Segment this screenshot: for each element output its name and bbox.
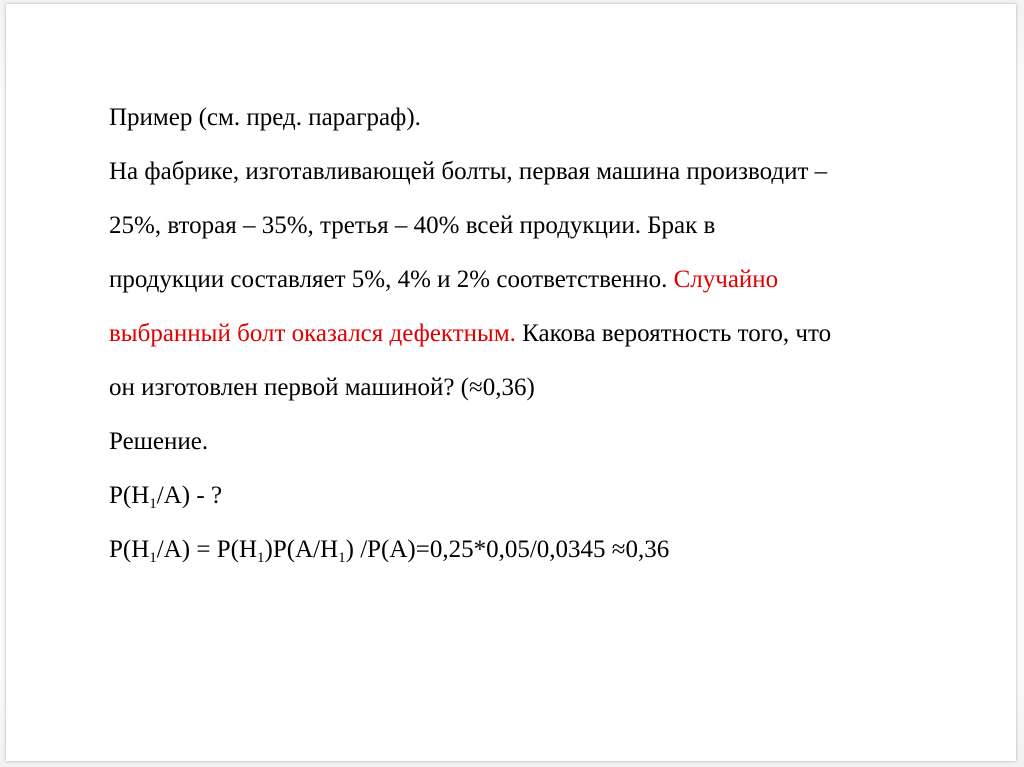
highlighted-condition-part-2: выбранный болт оказался дефектным. (109, 320, 516, 347)
problem-line-3-text: продукции составляет 5%, 4% и 2% соответственно. (109, 266, 674, 293)
formula-solution-subscript: 1 (338, 550, 346, 566)
problem-line-1-text: На фабрике, изготавливающей болты, первая машина производит – (109, 158, 828, 185)
problem-line-3 (109, 263, 909, 317)
slide-text-body (109, 101, 909, 587)
problem-line-5-text: он изготовлен первой машиной? (≈0,36) (109, 374, 535, 401)
formula-solution (109, 533, 909, 587)
solution-heading (109, 425, 909, 479)
formula-solution-part: /A) = P(H (156, 536, 258, 563)
formula-question-subscript: 1 (149, 496, 157, 512)
highlighted-condition-part-1: Случайно (673, 266, 779, 293)
solution-heading-text: Решение. (109, 428, 209, 455)
problem-line-2-text: 25%, вторая – 35%, третья – 40% всей продукции. Брак в (109, 212, 716, 239)
formula-solution-part: ) /P(A)=0,25*0,05/0,0345 ≈0,36 (345, 536, 670, 563)
formula-solution-subscript: 1 (257, 550, 265, 566)
formula-question (109, 479, 909, 533)
problem-line-2 (109, 209, 909, 263)
formula-solution-part: )P(A/H (264, 536, 339, 563)
problem-line-4-text: Какова вероятность того, что (515, 320, 832, 347)
formula-solution-subscript: 1 (149, 550, 157, 566)
problem-line-4 (109, 317, 909, 371)
problem-line-1 (109, 155, 909, 209)
formula-question-part: P(H (109, 482, 150, 509)
example-heading-text: Пример (см. пред. параграф). (109, 104, 421, 131)
formula-solution-part: P(H (109, 536, 150, 563)
formula-question-part: /A) - ? (156, 482, 223, 509)
problem-line-5 (109, 371, 909, 425)
example-heading (109, 101, 909, 155)
